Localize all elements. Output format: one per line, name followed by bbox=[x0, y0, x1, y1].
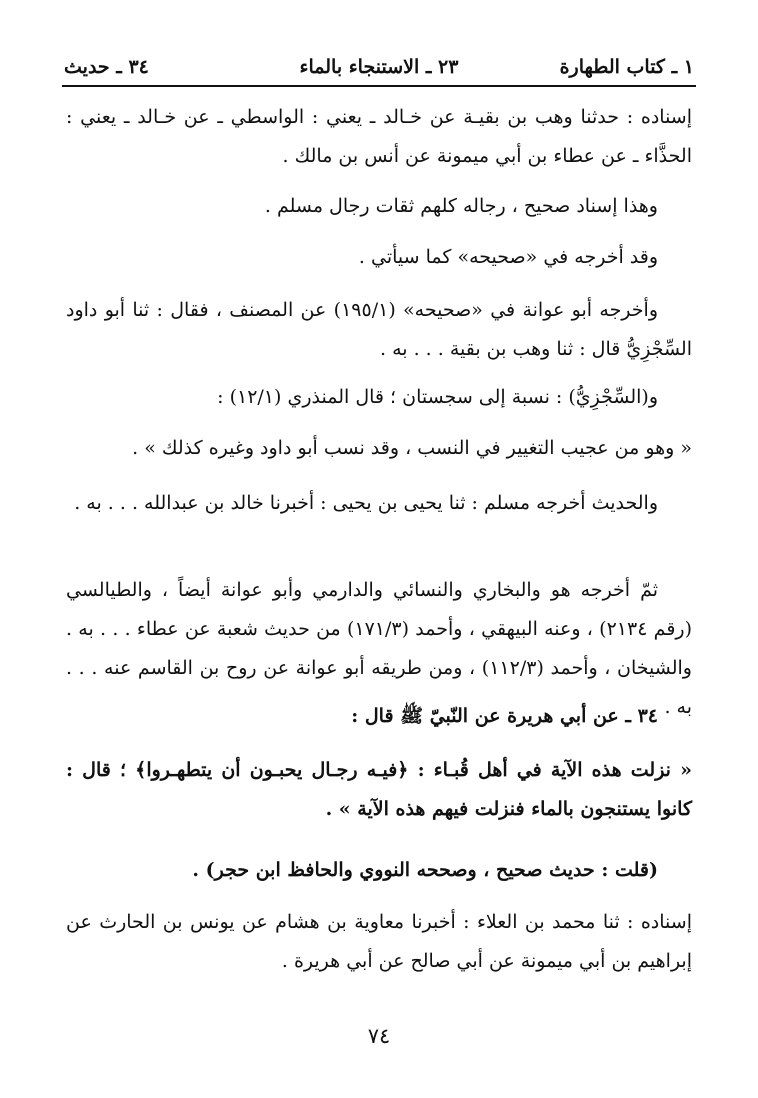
abu-awana-paragraph: وأخرجه أبو عوانة في «صحيحه» (١٩٥/١) عن المصنف ، فقال : ثنا أبو داود السِّجْزِيُّ قال : ثنا وهب بن بقية . . . به . bbox=[66, 299, 692, 360]
hadith-34-heading: ٣٤ ـ عن أبي هريرة عن النّبيّ ﷺ قال : bbox=[351, 705, 658, 727]
other-sources-paragraph: ثمّ أخرجه هو والبخاري والنسائي والدارمي وأبو عوانة أيضاً ، والطيالسي (رقم ٢١٣٤) ، وعنه البيهقي ، وأحمد (١٧١/٣) من حديث شعبة عن عطاء . . . به . والشيخان ، وأحمد (١١٢/٣) ، ومن طريقه أبو عوانة عن روح بن القاسم عنه . . . به . bbox=[66, 579, 692, 718]
author-grading-note: (قلت : حديث صحيح ، وصححه النووي والحافظ ابن حجر) . bbox=[192, 859, 658, 881]
hadith-34-text: « نزلت هذه الآية في أهل قُبـاء : ﴿فيـه رجـال يحبـون أن يتطهـروا﴾ ؛ قال : كانوا يستنجون بالماء فنزلت فيهم هذه الآية » . bbox=[66, 759, 692, 820]
header-hadith-number: ٣٤ ـ حديث bbox=[64, 56, 149, 78]
header-book-title: ١ ـ كتاب الطهارة bbox=[559, 56, 694, 78]
sahih-reference-paragraph: وقد أخرجه في «صحيحه» كما سيأتي . bbox=[358, 246, 658, 268]
sijzi-note-paragraph: و(السِّجْزِيُّ) : نسبة إلى سجستان ؛ قال المنذري (١٢/١) : bbox=[217, 386, 658, 408]
running-header bbox=[62, 52, 696, 82]
isnad-paragraph-2: إسناده : ثنا محمد بن العلاء : أخبرنا معاوية بن هشام عن يونس بن الحارث عن إبراهيم بن أبي ميمونة عن أبي صالح عن أبي هريرة . bbox=[66, 911, 692, 972]
header-divider bbox=[62, 85, 696, 87]
muslim-source-paragraph: والحديث أخرجه مسلم : ثنا يحيى بن يحيى : أخبرنا خالد بن عبدالله . . . به . bbox=[74, 492, 658, 514]
header-chapter-title: ٢٣ ـ الاستنجاء بالماء bbox=[299, 56, 459, 78]
isnad-paragraph-1: إسناده : حدثنا وهب بن بقيـة عن خـالد ـ يعني : الواسطي ـ عن خـالد ـ يعني : الحذَّاء ـ عن عطاء بن أبي ميمونة عن أنس بن مالك . bbox=[66, 106, 692, 167]
grading-paragraph: وهذا إسناد صحيح ، رجاله كلهم ثقات رجال مسلم . bbox=[264, 195, 658, 217]
mundhiri-quote-paragraph: « وهو من عجيب التغيير في النسب ، وقد نسب أبو داود وغيره كذلك » . bbox=[132, 437, 692, 459]
page-number: ٧٤ bbox=[367, 1024, 391, 1048]
